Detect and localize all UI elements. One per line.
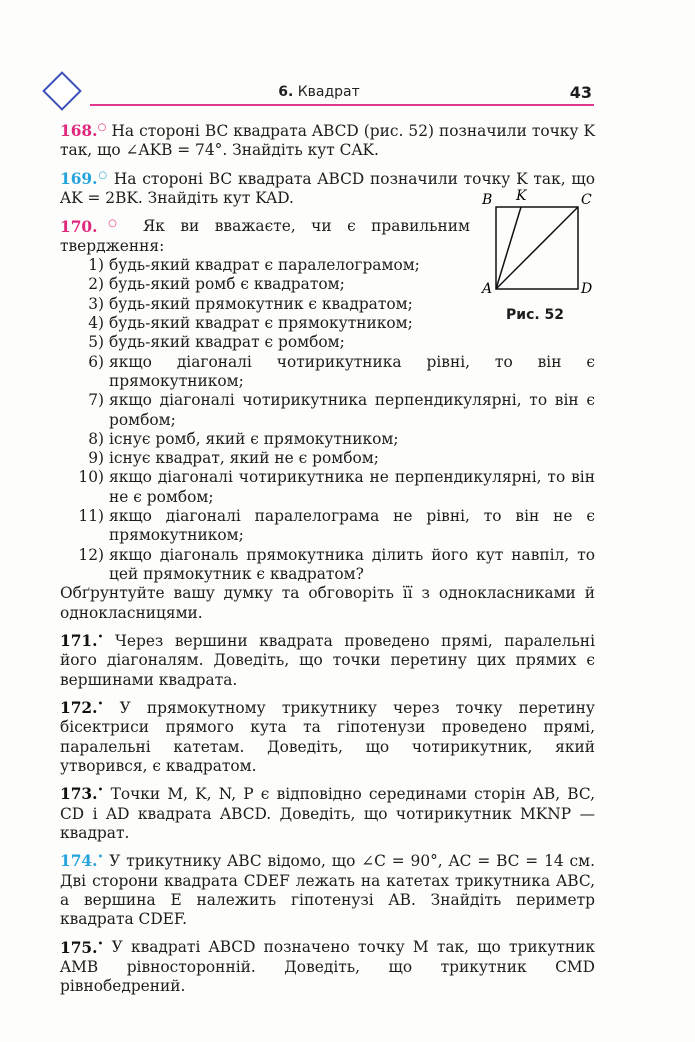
- problem-170: [60, 213, 595, 622]
- problem-outro: Обґрунтуйте вашу думку та обговоріть її з однокласниками й однокласницями.: [60, 584, 595, 622]
- header-divider: [90, 104, 594, 106]
- label-b: B: [482, 192, 493, 208]
- list-item: 6) якщо діагоналі чотирикутника рівні, то він є прямокутником;: [88, 352, 595, 390]
- figure-caption: Рис. 52: [506, 307, 565, 323]
- problem-172: [60, 695, 595, 776]
- list-item: 9) існує квадрат, який не є ромбом;: [88, 449, 379, 468]
- label-c: C: [581, 192, 592, 208]
- list-item: 12) якщо діагональ прямокутника ділить його кут навпіл, то цей прямокутник є квадратом?: [78, 545, 595, 583]
- list-item: 5) будь-який квадрат є ромбом;: [88, 333, 345, 352]
- problem-174: [60, 848, 595, 929]
- section-title: [44, 84, 594, 100]
- problem-171: [60, 628, 595, 690]
- list-item: 2) будь-який ромб є квадратом;: [88, 275, 345, 294]
- problem-text: Точки M, K, N, P є відповідно серединами сторін AB, BC, CD і AD квадрата ABCD. Доведіть, що чотирикутник MKNP — квадрат.: [60, 785, 595, 842]
- list-item: 8) існує ромб, який є прямокутником;: [88, 429, 399, 448]
- problem-text: На стороні BC квадрата ABCD (рис. 52) позначили точку K так, що ∠AKB = 74°. Знайдіть кут CAK.: [60, 122, 595, 160]
- section-number: 6.: [278, 84, 294, 100]
- page-number: 43: [569, 83, 592, 102]
- list-item: 3) будь-який прямокутник є квадратом;: [88, 294, 413, 313]
- problem-number: 169.○: [60, 169, 109, 188]
- problem-number: 175.•: [60, 938, 104, 957]
- problem-text: На стороні BC квадрата ABCD позначили точку K так, що AK = 2BK. Знайдіть кут KAD.: [60, 169, 595, 208]
- list-item: 7) якщо діагоналі чотирикутника перпендикулярні, то він є ромбом;: [88, 391, 595, 429]
- list-item: 11) якщо діагоналі паралелограма не рівні, то він не є прямокутником;: [78, 507, 595, 545]
- problem-text: У трикутнику ABC відомо, що ∠C = 90°, AC = BC = 14 см. Дві сторони квадрата CDEF лежать на катетах трикутника ABC, а вершина E належить гіпотенузі AB. Знайдіть периметр квадрата CDEF.: [60, 852, 595, 929]
- problem-173: [60, 781, 595, 843]
- problem-169: [60, 166, 595, 209]
- problem-text: У прямокутному трикутнику через точку перетину бісектриси прямого кута та гіпотенузи проведено прямі, паралельні катетам. Доведіть, що чотирикутник, який утворився, є квадратом.: [60, 698, 595, 775]
- problem-175: [60, 934, 595, 996]
- problem-number: 173.•: [60, 785, 104, 804]
- problem-number: 171.•: [60, 631, 104, 650]
- problem-168: [60, 118, 595, 161]
- list-item: 1) будь-який квадрат є паралелограмом;: [88, 256, 420, 275]
- label-k: K: [516, 188, 527, 204]
- problem-number: 168.○: [60, 122, 107, 141]
- exercise-list: [60, 118, 595, 1001]
- problem-number: 170.○: [60, 217, 128, 236]
- problem-text: Через вершини квадрата проведено прямі, паралельні його діагоналям. Доведіть, що точки перетину цих прямих є вершинами квадрата.: [60, 631, 595, 689]
- list-item: 4) будь-який квадрат є прямокутником;: [88, 314, 413, 333]
- problem-intro: [60, 213, 470, 256]
- page-header: [44, 72, 594, 108]
- problem-number: 174.•: [60, 852, 104, 871]
- section-name: Квадрат: [297, 84, 360, 100]
- label-d: D: [581, 281, 593, 297]
- problem-text: У квадраті ABCD позначено точку M так, що трикутник AMB рівносторонній. Доведіть, що трикутник CMD рівнобедрений.: [60, 938, 595, 996]
- problem-number: 172.•: [60, 698, 104, 717]
- problem-text: Як ви вважаєте, чи є правильним твердження:: [60, 217, 470, 255]
- list-item: 10) якщо діагоналі чотирикутника не перпендикулярні, то він не є ромбом;: [78, 468, 595, 506]
- label-a: A: [482, 281, 493, 297]
